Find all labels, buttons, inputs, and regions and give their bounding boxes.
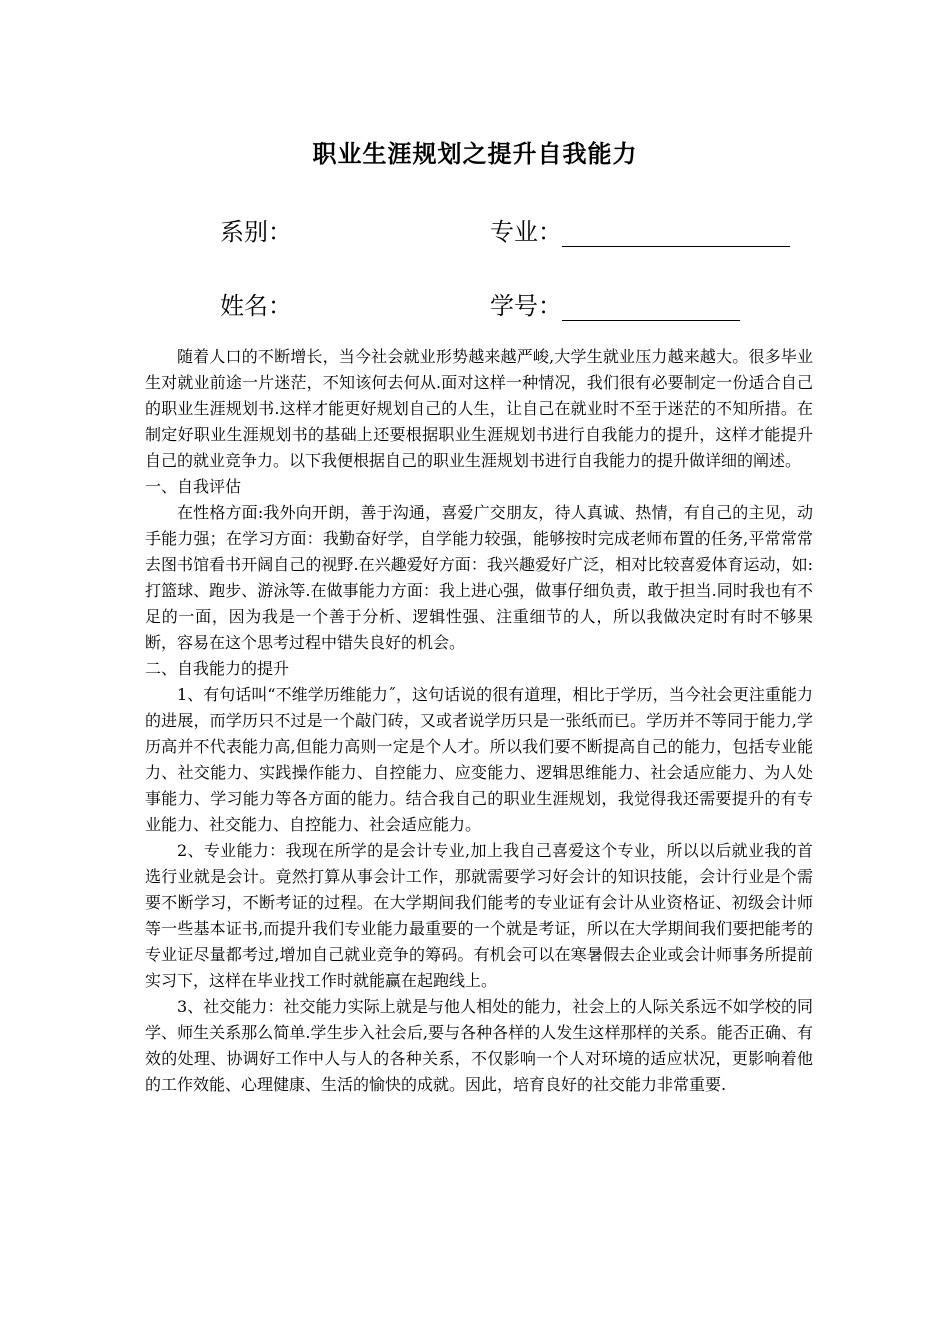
name-field — [220, 286, 292, 321]
ability-paragraph-1: 1、有句话叫“不维学历维能力˝，这句话说的很有道理，相比于学历，当今社会更注重能力的进展，而学历只不过是一个敲门砖，又或者说学历只是一张纸而已。学历并不等同于能力,学历高并不代表能力高,但能力高则一定是个人才。所以我们要不断提高自己的能力，包括专业能力、社交能力、实践操作能力、自控能力、应变能力、逻辑思维能力、社会适应能力、为人处事能力、学习能力等各方面的能力。结合我自己的职业生涯规划，我觉得我还需要提升的有专业能力、社交能力、自控能力、社会适应能力。 — [145, 685, 813, 834]
section-heading-ability-improvement: 二、自我能力的提升 — [145, 659, 290, 678]
intro-paragraph: 随着人口的不断增长，当今社会就业形势越来越严峻,大学生就业压力越来越大。很多毕业生对就业前途一片迷茫，不知该何去何从.面对这样一种情况，我们很有必要制定一份适合自己的职业生涯规划书.这样才能更好规划自己的人生，让自己在就业时不至于迷茫的不知所措。在制定好职业生涯规划书的基础上还要根据职业生涯规划书进行自我能力的提升，这样才能提升自己的就业竞争力。以下我便根据自己的职业生涯规划书进行自我能力的提升做详细的阐述。 — [145, 347, 813, 470]
section-heading-self-assessment: 一、自我评估 — [145, 477, 242, 496]
student-id-label: 学号： — [490, 292, 562, 320]
name-label: 姓名： — [220, 292, 292, 320]
major-field — [490, 212, 790, 247]
student-id-field — [490, 286, 740, 321]
student-id-underline — [562, 294, 740, 321]
major-underline — [562, 220, 790, 247]
social-ability-paragraph: 3、社交能力：社交能力实际上就是与他人相处的能力，社会上的人际关系远不如学校的同学、师生关系那么简单.学生步入社会后,要与各种各样的人发生这样那样的关系。能否正确、有效的处理、协调好工作中人与人的各种关系，不仅影响一个人对环境的适应状况，更影响着他的工作效能、心理健康、生活的愉快的成就。因此，培育良好的社交能力非常重要. — [145, 997, 813, 1094]
document-body — [145, 344, 813, 1098]
self-assessment-paragraph: 在性格方面:我外向开朗，善于沟通，喜爱广交朋友，待人真诚、热情，有自己的主见，动手能力强；在学习方面：我勤奋好学，自学能力较强，能够按时完成老师布置的任务,平常常常去图书馆看书开阔自己的视野.在兴趣爱好方面：我兴趣爱好广泛，相对比较喜爱体育运动，如:打篮球、跑步、游泳等.在做事能力方面：我上进心强，做事仔细负责，敢于担当.同时我也有不足的一面，因为我是一个善于分析、逻辑性强、注重细节的人，所以我做决定时有时不够果断，容易在这个思考过程中错失良好的机会。 — [145, 503, 813, 652]
professional-ability-paragraph: 2、专业能力：我现在所学的是会计专业,加上我自己喜爱这个专业，所以以后就业我的首选行业就是会计。竟然打算从事会计工作，那就需要学习好会计的知识技能，会计行业是个需要不断学习，不断考证的过程。在大学期间我们能考的专业证有会计从业资格证、初级会计师等一些基本证书,而提升我们专业能力最重要的一个就是考证，所以在大学期间我们要把能考的专业证尽量都考过,增加自己就业竞争的筹码。有机会可以在寒暑假去企业或会计师事务所提前实习下，这样在毕业找工作时就能赢在起跑线上。 — [145, 841, 813, 990]
department-field — [220, 212, 292, 247]
department-label: 系别： — [220, 218, 292, 246]
major-label: 专业： — [490, 218, 562, 246]
document-title: 职业生涯规划之提升自我能力 — [312, 140, 638, 168]
